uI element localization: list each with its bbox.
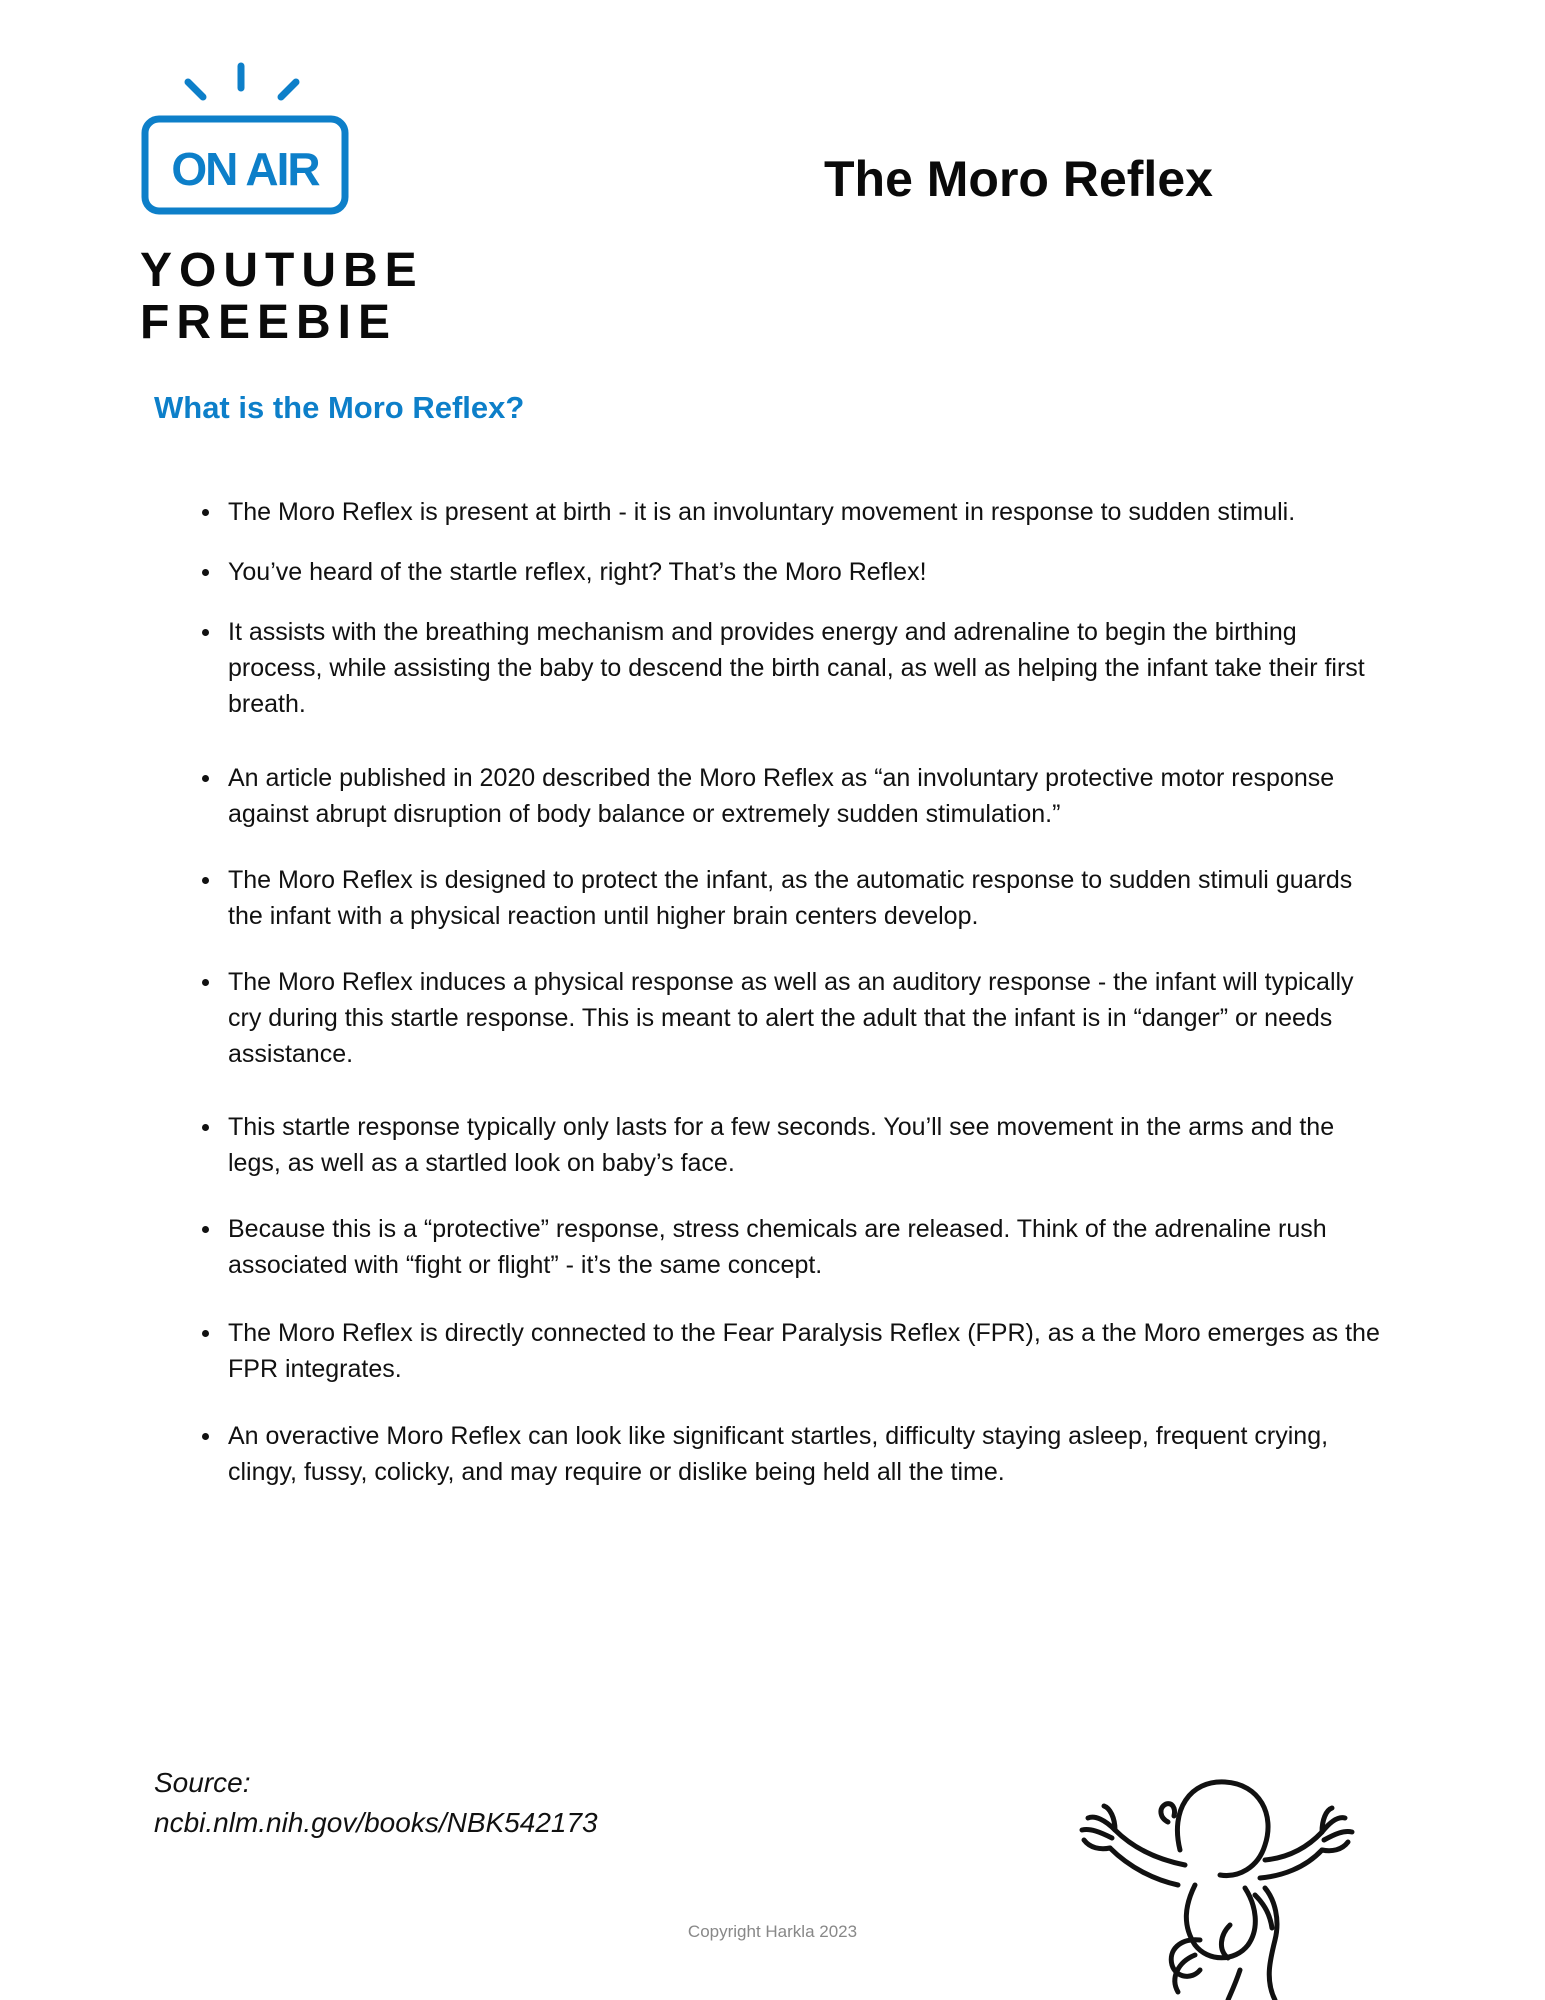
list-item: You’ve heard of the startle reflex, right? That’s the Moro Reflex!	[228, 554, 1388, 590]
list-item: An article published in 2020 described the Moro Reflex as “an involuntary protective motor response against abrupt disruption of body balance or extremely sudden stimulation.”	[228, 760, 1388, 832]
list-item: It assists with the breathing mechanism and provides energy and adrenaline to begin the birthing process, while assisting the baby to descend the birth canal, as well as helping the infant take their first breath.	[228, 614, 1388, 722]
badge-text: ON AIR	[171, 143, 319, 195]
list-item: The Moro Reflex is present at birth - it is an involuntary movement in response to sudden stimuli.	[228, 494, 1388, 530]
on-air-logo	[138, 60, 358, 220]
support-hand-palm	[1265, 1888, 1277, 2000]
source-url: ncbi.nlm.nih.gov/books/NBK542173	[154, 1807, 598, 1838]
list-item: The Moro Reflex is designed to protect the infant, as the automatic response to sudden stimuli guards the infant with a physical reaction until higher brain centers develop.	[228, 862, 1388, 934]
list-item: The Moro Reflex induces a physical response as well as an auditory response - the infant will typically cry during this startle response. This is meant to alert the adult that the infant is in “danger” or needs assistance.	[228, 964, 1388, 1072]
section-heading: What is the Moro Reflex?	[154, 390, 525, 425]
baby-left-hand	[1082, 1806, 1115, 1849]
list-item: The Moro Reflex is directly connected to the Fear Paralysis Reflex (FPR), as a the Moro emerges as the FPR integrates.	[228, 1315, 1388, 1387]
baby-right-leg	[1221, 1925, 1230, 1958]
list-item: This startle response typically only lasts for a few seconds. You’ll see movement in the arms and the legs, as well as a startled look on baby’s face.	[228, 1109, 1388, 1181]
page-title: The Moro Reflex	[824, 151, 1213, 207]
brand-text	[140, 245, 424, 349]
baby-ear	[1161, 1804, 1175, 1822]
list-item: Because this is a “protective” response, stress chemicals are released. Think of the adrenaline rush associated with “fight or flight” - it’s the same concept.	[228, 1211, 1388, 1283]
support-hand-wrist	[1228, 1970, 1240, 2000]
baby-head	[1177, 1782, 1268, 1876]
broadcast-ray-right-icon	[281, 82, 296, 97]
baby-right-hand	[1322, 1808, 1352, 1851]
list-item: An overactive Moro Reflex can look like significant startles, difficulty staying asleep, frequent crying, clingy, fussy, colicky, and may require or dislike being held all the time.	[228, 1418, 1388, 1490]
source-label: Source:	[154, 1767, 251, 1798]
brand-line-2: FREEBIE	[140, 296, 398, 349]
baby-startle-icon	[1060, 1700, 1360, 2000]
source-citation	[154, 1763, 598, 1843]
copyright-text: Copyright Harkla 2023	[687, 1922, 858, 1941]
brand-line-1: YOUTUBE	[140, 244, 424, 297]
broadcast-ray-left-icon	[188, 82, 203, 97]
